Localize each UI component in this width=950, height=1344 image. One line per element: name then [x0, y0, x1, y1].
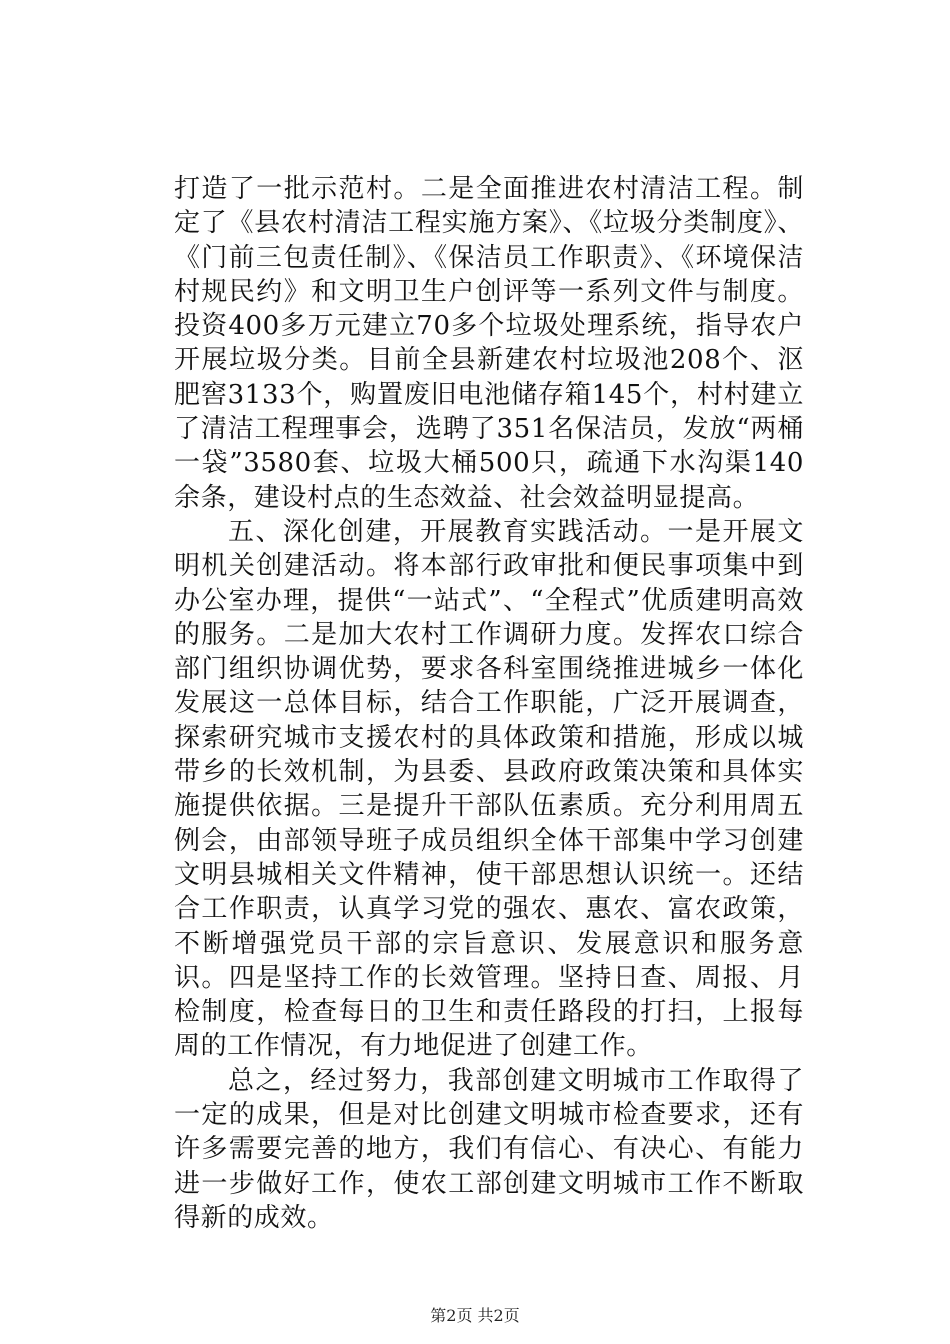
paragraph-section-five: 五、深化创建，开展教育实践活动。一是开展文明机关创建活动。将本部行政审批和便民事项集中到办公室办理，提供“一站式”、“全程式”优质建明高效的服务。二是加大农村工作调研力度。发挥农口综合部门组织协调优势，要求各科室围绕推进城乡一体化发展这一总体目标，结合工作职能，广泛开展调查，探索研究城市支援农村的具体政策和措施，形成以城带乡的长效机制，为县委、县政府政策决策和具体实施提供依据。三是提升干部队伍素质。充分利用周五例会，由部领导班子成员组织全体干部集中学习创建文明县城相关文件精神，使干部思想认识统一。还结合工作职责，认真学习党的强农、惠农、富农政策，不断增强党员干部的宗旨意识、发展意识和服务意识。四是坚持工作的长效管理。坚持日查、周报、月检制度，检查每日的卫生和责任路段的打扫，上报每周的工作情况，有力地促进了创建工作。 [174, 516, 804, 1062]
document-body [174, 172, 804, 1235]
paragraph-rural-cleaning: 打造了一批示范村。二是全面推进农村清洁工程。制定了《县农村清洁工程实施方案》、《垃圾分类制度》、《门前三包责任制》、《保洁员工作职责》、《环境保洁村规民约》和文明卫生户创评等一系列文件与制度。投资400多万元建立70多个垃圾处理系统，指导农户开展垃圾分类。目前全县新建农村垃圾池208个、沤肥窖3133个，购置废旧电池储存箱145个，村村建立了清洁工程理事会，选聘了351名保洁员，发放“两桶一袋”3580套、垃圾大桶500只，疏通下水沟渠140余条，建设村点的生态效益、社会效益明显提高。 [174, 174, 804, 513]
page-footer [0, 1306, 950, 1326]
page-number: 第2页 共2页 [430, 1306, 520, 1325]
paragraph-conclusion: 总之，经过努力，我部创建文明城市工作取得了一定的成果，但是对比创建文明城市检查要求，还有许多需要完善的地方，我们有信心、有决心、有能力进一步做好工作，使农工部创建文明城市工作不断取得新的成效。 [174, 1065, 804, 1233]
